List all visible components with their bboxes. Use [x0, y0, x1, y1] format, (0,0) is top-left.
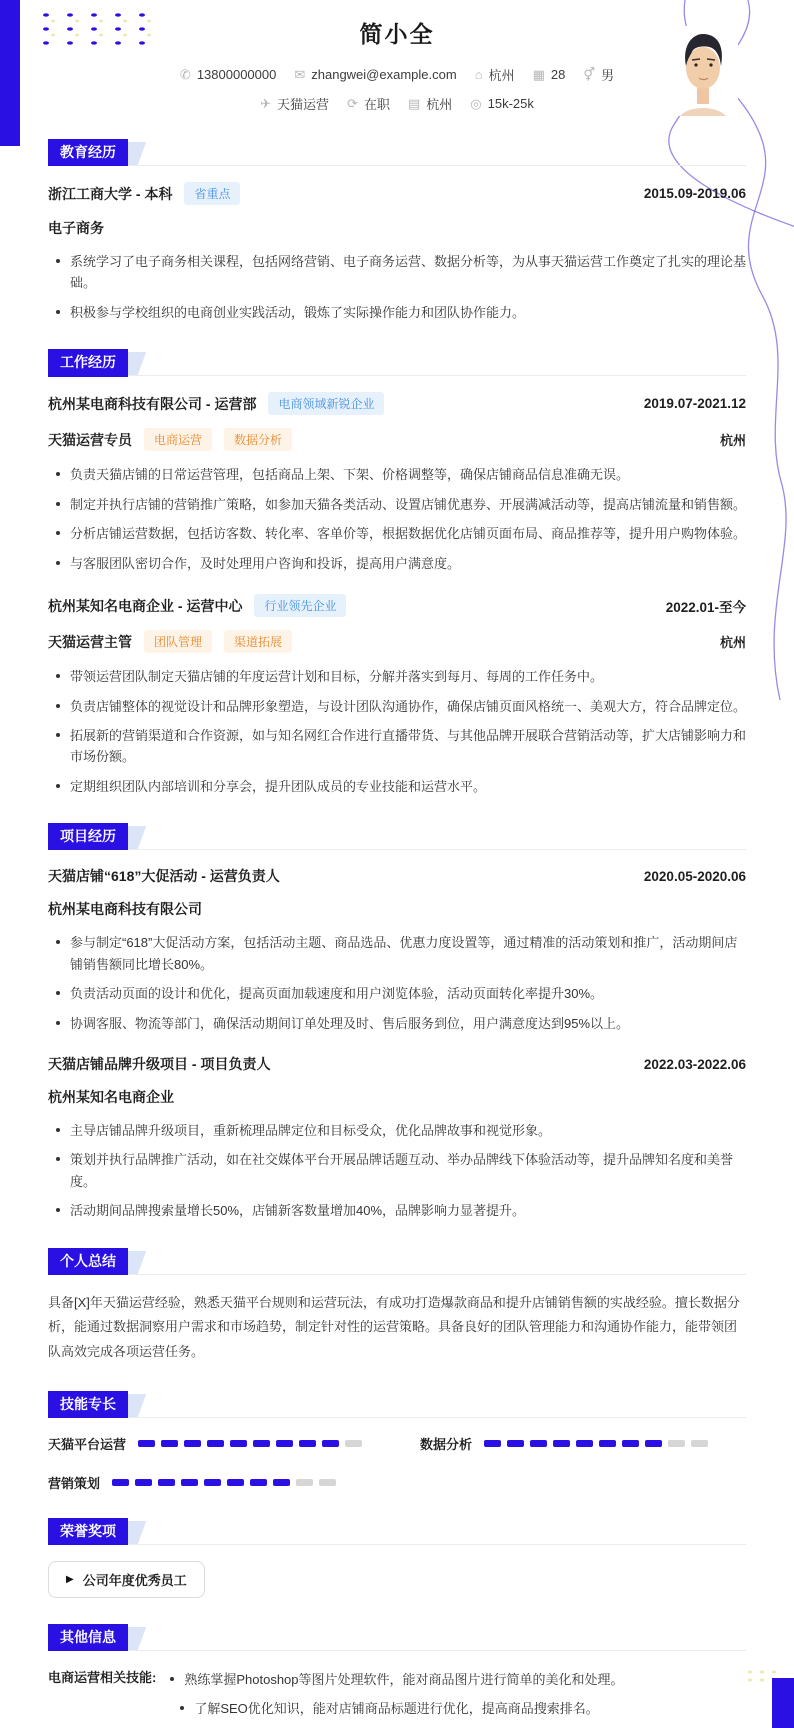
skill-tmall-operation — [48, 1434, 374, 1453]
major-name: 电子商务 — [48, 220, 104, 236]
salary-value: 15k-25k — [487, 96, 534, 111]
list-item: 负责店铺整体的视觉设计和品牌形象塑造，与设计团队沟通协作，确保店铺页面风格统一、美观大方，符合品牌定位。 — [48, 696, 746, 717]
other-bullets — [162, 1669, 746, 1728]
project-bullets — [48, 932, 746, 1034]
phone-item — [180, 67, 276, 83]
project-date: 2022.03-2022.06 — [643, 1056, 746, 1072]
skills-grid — [48, 1434, 746, 1492]
age-value: 28 — [550, 67, 566, 82]
project-bullets — [48, 1120, 746, 1222]
skill-label: 天猫平台运营 — [48, 1436, 127, 1452]
bullet-dot-icon — [56, 1021, 60, 1025]
skills-section-title: 技能专长 — [48, 1391, 128, 1418]
salary-item — [470, 96, 534, 112]
gender-icon: ⚥ — [583, 66, 596, 82]
honor-item-toggle[interactable] — [48, 1561, 205, 1598]
skills-section-header — [48, 1391, 746, 1418]
bullet-dot-icon — [56, 259, 60, 263]
work-date: 2019.07-2021.12 — [643, 396, 746, 412]
job-status-item — [347, 94, 390, 113]
job-target-value: 天猫运营 — [277, 97, 330, 112]
other-info-label: 电商运营相关技能: — [48, 1669, 157, 1685]
gender-item — [583, 65, 614, 84]
job-tag: 电商运营 — [144, 428, 212, 451]
section-summary — [48, 1248, 746, 1365]
corner-accent-block — [772, 1678, 794, 1728]
list-item: 主导店铺品牌升级项目，重新梳理品牌定位和目标受众，优化品牌故事和视觉形象。 — [48, 1120, 746, 1141]
project-entry-1 — [48, 866, 746, 1034]
honor-label: 公司年度优秀员工 — [82, 1572, 187, 1588]
job-status-icon: ⟳ — [347, 95, 358, 111]
honors-section-header — [48, 1518, 746, 1545]
work-bullets — [48, 666, 746, 797]
skill-data-analysis — [420, 1434, 746, 1453]
other-info-row — [48, 1667, 746, 1728]
summary-section-title: 个人总结 — [48, 1248, 128, 1275]
work-section-header — [48, 349, 746, 376]
education-bullets — [48, 251, 746, 323]
project-name: 天猫店铺品牌升级项目 - 项目负责人 — [48, 1056, 271, 1072]
age-item — [533, 67, 566, 83]
summary-text: 具备[X]年天猫运营经验，熟悉天猫平台规则和运营玩法，有成功打造爆款商品和提升店铺销售额的实战经验。擅长数据分析，能通过数据洞察用户需求和市场趋势，制定针对性的运营策略。具备良好的团队管理能力和沟通协作能力，能带领团队高效完成各项运营任务。 — [48, 1294, 740, 1360]
list-item: 负责天猫店铺的日常运营管理，包括商品上架、下架、价格调整等，确保店铺商品信息准确无误。 — [48, 464, 746, 485]
other-section-title: 其他信息 — [48, 1624, 128, 1651]
company-name: 杭州某电商科技有限公司 - 运营部 — [48, 395, 257, 412]
list-item: 了解SEO优化知识，能对店铺商品标题进行优化，提高商品搜索排名。 — [172, 1698, 746, 1719]
section-projects — [48, 823, 746, 1222]
school-name: 浙江工商大学 - 本科 — [48, 185, 173, 202]
list-item: 定期组织团队内部培训和分享会，提升团队成员的专业技能和运营水平。 — [48, 776, 746, 797]
email-item — [294, 67, 456, 83]
bullet-dot-icon — [56, 472, 60, 476]
work-entry-1 — [48, 392, 746, 574]
bullet-dot-icon — [56, 1157, 60, 1161]
bullet-dot-icon — [180, 1706, 184, 1710]
list-item: 策划并执行品牌推广活动，如在社交媒体平台开展品牌话题互动、举办品牌线下体验活动等，提升品牌知名度和美誉度。 — [48, 1149, 746, 1192]
list-item: 协调客服、物流等部门，确保活动期间订单处理及时、售后服务到位，用户满意度达到95%以上。 — [48, 1013, 746, 1034]
list-item: 分析店铺运营数据，包括访客数、转化率、客单价等，根据数据优化店铺页面布局、商品推荐等，提升用户购物体验。 — [48, 523, 746, 544]
education-section-title: 教育经历 — [48, 139, 128, 166]
education-entry-header — [48, 182, 746, 205]
bullet-dot-icon — [56, 1128, 60, 1132]
bullet-dot-icon — [170, 1677, 174, 1681]
avatar — [668, 26, 738, 116]
job-tag: 渠道拓展 — [224, 630, 292, 653]
work-bullets — [48, 464, 746, 574]
project-company: 杭州某知名电商企业 — [48, 1089, 174, 1105]
bullet-dot-icon — [56, 310, 60, 314]
honors-section-title: 荣誉奖项 — [48, 1518, 128, 1545]
job-status-value: 在职 — [363, 97, 390, 112]
resume-body — [0, 139, 794, 1728]
bullet-dot-icon — [56, 784, 60, 788]
project-company: 杭州某电商科技有限公司 — [48, 901, 202, 918]
list-item: 积极参与学校组织的电商创业实践活动，锻炼了实际操作能力和团队协作能力。 — [48, 302, 746, 323]
section-education — [48, 139, 746, 323]
education-date: 2015.09-2019.06 — [643, 186, 746, 201]
education-major-row — [48, 218, 746, 238]
list-item: 熟练掌握Photoshop等图片处理软件，能对商品图片进行简单的美化和处理。 — [162, 1669, 746, 1690]
list-item: 与客服团队密切合作，及时处理用户咨询和投诉，提高用户满意度。 — [48, 553, 746, 574]
salary-icon: ◎ — [470, 95, 482, 111]
work-section-title: 工作经历 — [48, 349, 128, 376]
city-value: 杭州 — [426, 97, 453, 112]
home-city-value: 杭州 — [488, 68, 515, 83]
list-item: 负责活动页面的设计和优化，提高页面加载速度和用户浏览体验，活动页面转化率提升30%。 — [48, 983, 746, 1004]
school-badge: 省重点 — [184, 182, 240, 205]
section-skills — [48, 1391, 746, 1492]
city-icon: ▤ — [407, 95, 421, 111]
skill-level-bar — [112, 1479, 336, 1486]
list-item: 系统学习了电子商务相关课程，包括网络营销、电子商务运营、数据分析等，为从事天猫运营工作奠定了扎实的理论基础。 — [48, 251, 746, 294]
resume-header — [0, 0, 794, 113]
bullet-dot-icon — [56, 1208, 60, 1212]
home-city-item — [475, 65, 515, 84]
education-section-header — [48, 139, 746, 166]
email-icon: ✉ — [294, 66, 306, 82]
job-target-item — [260, 94, 329, 113]
list-item: 制定并执行店铺的营销推广策略，如参加天猫各类活动、设置店铺优惠券、开展满减活动等，提高店铺流量和销售额。 — [48, 494, 746, 515]
bullet-dot-icon — [56, 991, 60, 995]
skill-label: 营销策划 — [48, 1475, 101, 1491]
company-name: 杭州某知名电商企业 - 运营中心 — [48, 597, 243, 614]
work-date: 2022.01-至今 — [665, 599, 746, 615]
bullet-dot-icon — [56, 940, 60, 944]
company-badge: 电商领域新锐企业 — [268, 392, 384, 415]
bullet-dot-icon — [56, 733, 60, 737]
job-title: 天猫运营主管 — [48, 633, 132, 650]
age-icon: ▦ — [532, 66, 545, 82]
job-tag: 数据分析 — [224, 428, 292, 451]
job-location: 杭州 — [719, 433, 746, 449]
list-item: 拓展新的营销渠道和合作资源，如与知名网红合作进行直播带货、与其他品牌开展联合营销活动等，扩大店铺影响力和市场份额。 — [48, 725, 746, 768]
section-other — [48, 1624, 746, 1728]
skill-level-bar — [138, 1440, 362, 1447]
gender-value: 男 — [601, 68, 615, 83]
section-honors — [48, 1518, 746, 1598]
phone-icon: ✆ — [179, 66, 191, 82]
skill-label: 数据分析 — [420, 1436, 473, 1452]
list-item: 参与制定“618”大促活动方案，包括活动主题、商品选品、优惠力度设置等，通过精准的活动策划和推广，活动期间店铺销售额同比增长80%。 — [48, 932, 746, 975]
job-tag: 团队管理 — [144, 630, 212, 653]
email-value: zhangwei@example.com — [311, 67, 457, 82]
section-work — [48, 349, 746, 797]
project-name: 天猫店铺“618”大促活动 - 运营负责人 — [48, 868, 280, 885]
job-target-icon: ✈ — [260, 95, 272, 111]
list-item: 活动期间品牌搜索量增长50%，店铺新客数量增加40%，品牌影响力显著提升。 — [48, 1200, 746, 1221]
work-entry-2 — [48, 594, 746, 797]
candidate-name: 简小全 — [359, 21, 435, 47]
projects-section-title: 项目经历 — [48, 823, 128, 850]
summary-section-header — [48, 1248, 746, 1275]
bullet-dot-icon — [56, 704, 60, 708]
projects-section-header — [48, 823, 746, 850]
job-title: 天猫运营专员 — [48, 431, 132, 448]
project-entry-2 — [48, 1054, 746, 1222]
list-item: 带领运营团队制定天猫店铺的年度运营计划和目标，分解并落实到每月、每周的工作任务中。 — [48, 666, 746, 687]
city-item — [408, 94, 452, 113]
home-icon: ⌂ — [474, 67, 483, 82]
skill-marketing-planning — [48, 1473, 374, 1492]
phone-value: 13800000000 — [196, 67, 277, 82]
other-section-header — [48, 1624, 746, 1651]
bullet-dot-icon — [56, 502, 60, 506]
bullet-dot-icon — [56, 674, 60, 678]
project-date: 2020.05-2020.06 — [643, 868, 746, 884]
company-badge: 行业领先企业 — [254, 594, 346, 617]
bullet-dot-icon — [56, 531, 60, 535]
expand-triangle-icon: ▶ — [66, 1573, 74, 1585]
bullet-dot-icon — [56, 561, 60, 565]
job-location: 杭州 — [719, 635, 746, 651]
skill-level-bar — [484, 1440, 708, 1447]
